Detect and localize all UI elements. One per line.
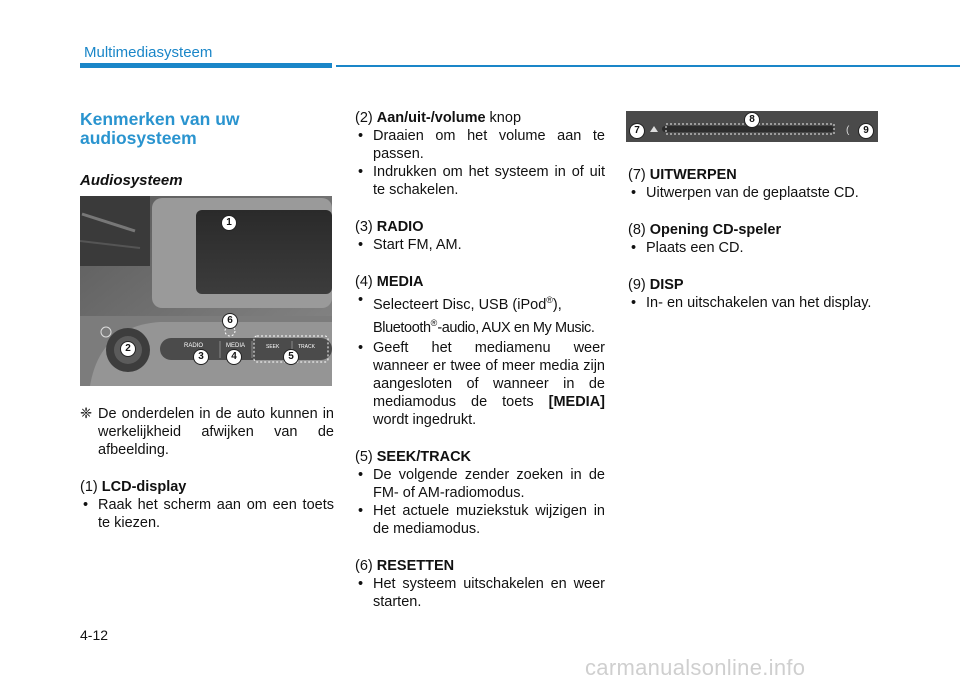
item-9-bullet: • In- en uitschakelen van het display.: [631, 295, 872, 311]
item-name: Aan/uit-/volume: [376, 110, 486, 126]
item-name: RADIO: [376, 219, 424, 235]
item-2-bullet: • Draaien om het volume aan te passen.: [358, 128, 605, 162]
item-5-bullet: • De volgende zender zoeken in de FM- of AM-radiomodus.: [358, 466, 605, 501]
callout-8: 8: [744, 112, 760, 128]
callout-4: 4: [226, 349, 242, 365]
image-note: [80, 405, 334, 459]
track-label: TRACK: [298, 344, 315, 350]
item-5-heading: [355, 448, 605, 466]
item-number: (3): [355, 219, 373, 235]
bullet-text: Het systeem uitschakelen en weer starten.: [373, 575, 605, 610]
item-8-bullet: • Plaats een CD.: [631, 240, 744, 256]
bullet-text: Bluetooth: [373, 319, 431, 336]
item-2-heading: [355, 109, 605, 127]
registered-mark: ®: [430, 317, 438, 328]
item-name: DISP: [649, 277, 684, 293]
note-symbol-icon: ❈: [80, 406, 93, 422]
bullet-text: Draaien om het volume aan te passen.: [373, 128, 605, 162]
item-7-heading: [628, 166, 880, 184]
bullet-text: Uitwerpen van de geplaatste CD.: [646, 185, 859, 201]
seek-label: SEEK: [266, 344, 280, 350]
item-number: (1): [80, 479, 98, 495]
item-4-heading: [355, 273, 605, 291]
bullet-text: Het actuele muziekstuk wijzigen in de mediamodus.: [373, 502, 605, 537]
bullet-text: Selecteert Disc, USB (iPod: [373, 296, 547, 313]
bullet-text: De volgende zender zoeken in de FM- of AM-radiomodus.: [373, 466, 605, 501]
section-subtitle: Audiosysteem: [80, 172, 183, 189]
bullet-text: Geeft het mediamenu weer wanneer er twee of meer media zijn aangesloten of wanneer in de mediamodus de toets: [373, 339, 605, 410]
media-label: MEDIA: [226, 343, 246, 349]
bullet-text: Plaats een CD.: [646, 240, 744, 256]
item-5-bullet: • Het actuele muziekstuk wijzigen in de mediamodus.: [358, 502, 605, 537]
chapter-title: Multimediasysteem: [84, 44, 213, 61]
item-4-bullet: • Selecteert Disc, USB (iPod®), Bluetooth®-audio, AUX en My Music.: [358, 292, 595, 336]
item-3-bullet: • Start FM, AM.: [358, 237, 462, 253]
item-8-heading: [628, 221, 880, 239]
section-title: [80, 110, 330, 148]
item-number: (7): [628, 167, 646, 183]
item-2-bullet: • Indrukken om het systeem in of uit te schakelen.: [358, 164, 605, 198]
column-right: [628, 166, 880, 312]
callout-2: 2: [120, 341, 136, 357]
note-text: De onderdelen in de auto kunnen in werkelijkheid afwijken van de afbeelding.: [98, 406, 334, 458]
bullet-text: Indrukken om het systeem in of uit te schakelen.: [373, 164, 605, 198]
item-number: (2): [355, 110, 373, 126]
item-number: (8): [628, 222, 646, 238]
callout-3: 3: [193, 349, 209, 365]
item-name: Opening CD-speler: [649, 222, 782, 238]
header-rule-thin: [336, 65, 960, 67]
item-name: RESETTEN: [376, 557, 455, 574]
column-middle: [355, 109, 605, 611]
callout-6: 6: [222, 313, 238, 329]
item-number: (5): [355, 448, 373, 465]
section-title-line1: Kenmerken van uw: [80, 109, 240, 129]
item-name: UITWERPEN: [649, 167, 737, 183]
callout-7: 7: [629, 123, 645, 139]
item-6-heading: [355, 557, 605, 575]
bullet-text: -audio, AUX en My Music.: [437, 319, 595, 336]
svg-text:(: (: [846, 125, 850, 136]
item-name-suffix: knop: [485, 110, 522, 126]
callout-5: 5: [283, 349, 299, 365]
item-9-heading: [628, 276, 880, 294]
item-name: LCD-display: [101, 479, 187, 495]
item-1-heading: [80, 478, 334, 496]
bullet-text-bold: [MEDIA]: [548, 393, 605, 410]
item-number: (6): [355, 557, 373, 574]
item-1-bullet: • Raak het scherm aan om een toets te kiezen.: [83, 497, 334, 531]
item-number: (4): [355, 274, 373, 290]
bullet-text: In- en uitschakelen van het display.: [646, 295, 872, 311]
bullet-text: wordt ingedrukt.: [373, 411, 477, 428]
item-name: MEDIA: [376, 274, 424, 290]
callout-9: 9: [858, 123, 874, 139]
item-number: (9): [628, 277, 646, 293]
header-rule: [80, 63, 332, 68]
callout-1: 1: [221, 215, 237, 231]
bullet-text: Raak het scherm aan om een toets te kiezen.: [98, 497, 334, 531]
bullet-text: Start FM, AM.: [373, 237, 462, 253]
page-number: 4-12: [80, 627, 109, 643]
section-title-line2: audiosysteem: [80, 128, 197, 148]
column-left: [80, 405, 334, 532]
item-3-heading: [355, 218, 605, 236]
item-4-bullet: • Geeft het mediamenu weer wanneer er twee of meer media zijn aangesloten of wanneer in de mediamodus de toets [MEDIA] wordt ingedrukt.: [358, 339, 605, 428]
bullet-text: ),: [552, 296, 562, 313]
item-name: SEEK/TRACK: [376, 448, 472, 465]
audio-unit-photo: [80, 196, 332, 386]
watermark: carmanualsonline.info: [585, 655, 806, 680]
radio-label: RADIO: [184, 343, 204, 349]
item-7-bullet: • Uitwerpen van de geplaatste CD.: [631, 185, 859, 201]
item-6-bullet: • Het systeem uitschakelen en weer starten.: [358, 575, 605, 610]
registered-mark: ®: [546, 295, 553, 305]
cd-slot-illustration: [626, 111, 878, 142]
